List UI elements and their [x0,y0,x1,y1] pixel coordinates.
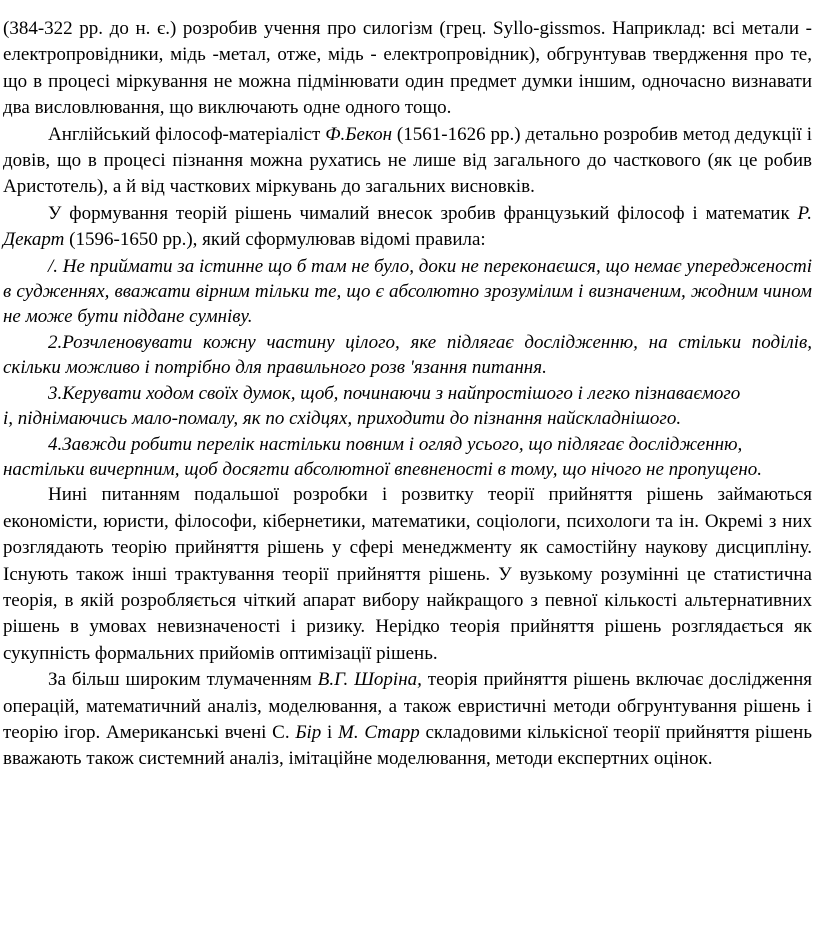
text-run: Нині питанням подальшої розробки і розвитку теорії прийняття рішень займаються економісти, юристи, філософи, кібернетики, математики, соціологи, психологи та ін. Окремі з них розглядають теорію прийняття рішень у сфері менеджменту як самостійну наукову дисципліну. Існують також інші трактування теорії прийняття рішень. У вузькому розумінні це статистична теорія, в якій розробляється чіткий апарат вибору найкращого з певної кількості альтернативних рішень в умовах невизначеності і ризику. Нерідко теорія прийняття рішень розглядається як сукупність формальних прийомів оптимізації рішень. [3,484,812,664]
rule-item-4-continuation [3,457,812,482]
text-run: і [321,721,339,743]
author-name-bacon: Ф.Бекон [325,123,392,145]
rule-text: /. Не приймати за істинне що б там не було, доки не переконаєшся, що немає упередженості в судженнях, вважати вірним тільки те, що є абсолютно зрозумілим і визначеним, жодним чином не може бути піддане сумніву. [3,255,812,328]
rule-item-2 [3,330,812,381]
paragraph-descartes [3,201,812,254]
paragraph-shorin [3,667,812,773]
rule-text: 3.Керувати ходом своїх думок, щоб, починаючи з найпростішого і легко пізнаваємого [48,382,741,404]
rule-item-3-continuation [3,406,812,431]
rule-item-3 [3,381,812,406]
text-run: Англійський філософ-матеріаліст [48,123,326,145]
text-run: У формування теорій рішень чималий внесок зробив французький філософ і математик [48,202,798,224]
text-run: теорія прийняття рішень включає дослідження операцій, математичний аналіз, моделювання, а також евристичні методи обгрунтування рішень і теорію ігор. Американські вчені С. [3,669,813,743]
text-run: складовими кількісної теорії прийняття рішень вважають також системний аналіз, імітаційне моделювання, методи експертних оцінок. [3,721,812,770]
text-run: За більш широким тлумаченням [48,669,318,691]
author-name-bir: Бір [295,721,322,743]
text-run: (1596-1650 рр.), який сформулював відомі правила: [64,229,486,251]
rule-text: і, піднімаючись мало-помалу, як по східцях, приходити до пізнання найскладнішого. [3,408,682,430]
rule-text: 4.Завжди робити перелік настільки повним і огляд усього, що підлягає дослідженню, [48,433,743,455]
paragraph-decision-theory [3,482,812,667]
text-run: (384-322 рр. до н. є.) розробив учення про силогізм (грец. Syllo-gissmos. Наприклад: всі метали - електропровідники, мідь -метал, отже, мідь - електропровідник), обгрунтував твердження про те, що в процесі міркування не можна підмінювати один предмет думки іншим, одночасно визнавати два висловлювання, що виключають одне одного тощо. [3,18,812,119]
paragraph-bacon [3,122,812,201]
paragraph-aristotle [3,16,812,122]
text-run: (1561-1626 рр.) детально розробив метод дедукції і довів, що в процесі пізнання можна рухатись не лише від загального до часткового (як це робив Аристотель), а й від часткових міркувань до загальних висновків. [3,123,812,198]
rule-text: настільки вичерпним, щоб досягти абсолютної впевненості в тому, що нічого не пропущено. [3,458,762,480]
author-name-shorin: В.Г. Шоріна, [317,669,422,691]
author-name-starr: М. Старр [338,721,420,743]
author-name-descartes: Р. Декарт [3,202,812,251]
rule-text: 2.Розчленовувати кожну частину цілого, яке підлягає дослідженню, на стільки поділів, скільки можливо і потрібно для правильного розв 'язання питання. [3,331,812,379]
rule-item-1 [3,254,812,330]
rule-item-4 [3,432,812,457]
